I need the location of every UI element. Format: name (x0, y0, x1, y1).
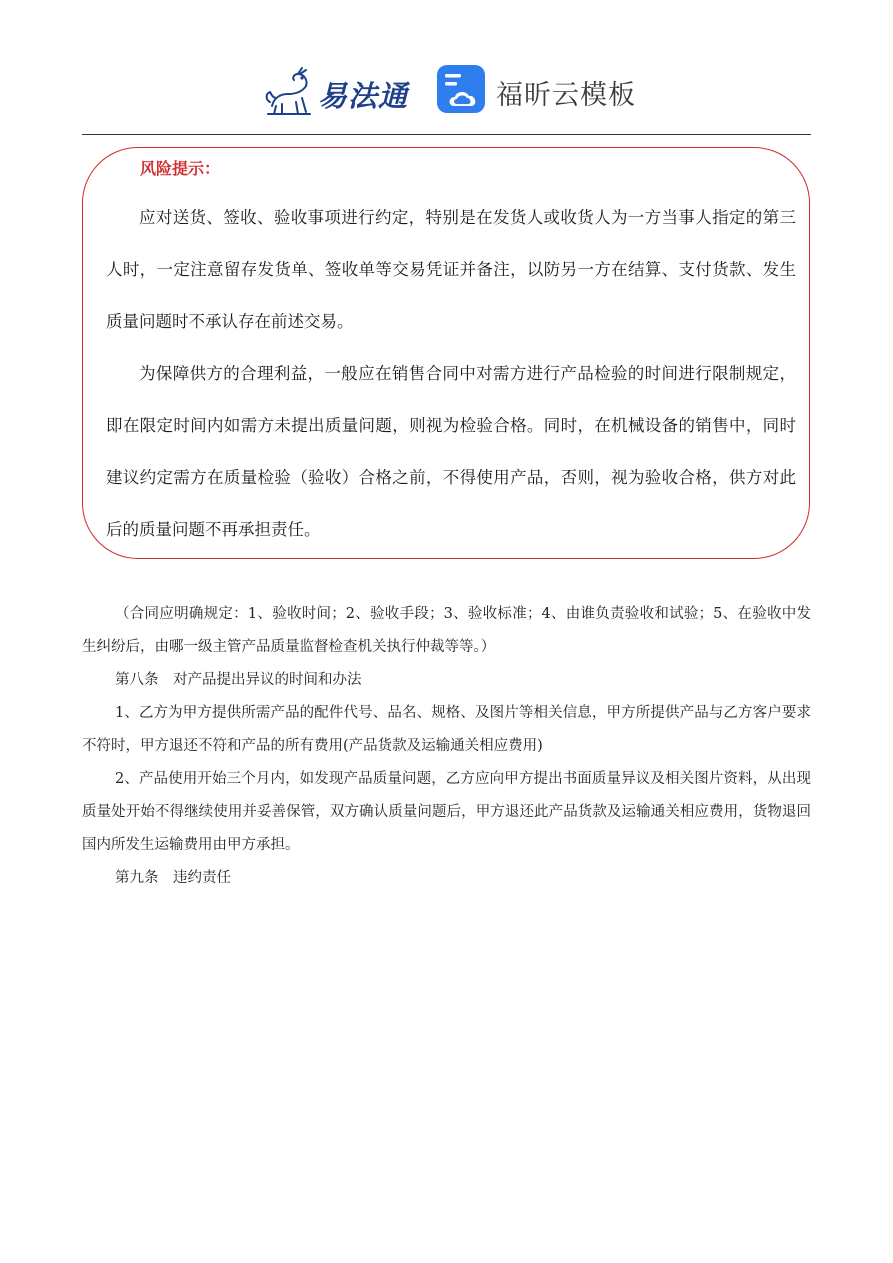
acceptance-note: （合同应明确规定：1、验收时间；2、验收手段；3、验收标准；4、由谁负责验收和试验；5、在验收中发生纠纷后，由哪一级主管产品质量监督检查机关执行仲裁等等。） (82, 606, 811, 655)
risk-paragraph-1: 应对送货、签收、验收事项进行约定，特别是在发货人或收货人为一方当事人指定的第三人时，一定注意留存发货单、签收单等交易凭证并备注，以防另一方在结算、支付货款、发生质量问题时不承认存在前述交易。 (106, 208, 796, 331)
yifatong-logo (262, 62, 412, 118)
qilin-icon (262, 62, 318, 118)
risk-title: 风险提示： (140, 159, 221, 178)
article-8-item-1: 1、乙方为甲方提供所需产品的配件代号、品名、规格、及图片等相关信息，甲方所提供产品与乙方客户要求不符时，甲方退还不符和产品的所有费用(产品货款及运输通关相应费用) (82, 705, 811, 754)
risk-paragraph-2: 为保障供方的合理利益，一般应在销售合同中对需方进行产品检验的时间进行限制规定，即在限定时间内如需方未提出质量问题，则视为检验合格。同时，在机械设备的销售中，同时建议约定需方在质量检验（验收）合格之前，不得使用产品，否则，视为验收合格，供方对此后的质量问题不再承担责任。 (106, 364, 796, 539)
article-8-heading: 第八条 对产品提出异议的时间和办法 (115, 672, 362, 688)
risk-warning-box (82, 147, 810, 559)
fuxin-logo-text: 福昕云模板 (496, 80, 636, 111)
cloud-template-icon (436, 64, 488, 116)
article-9-heading: 第九条 违约责任 (115, 870, 231, 886)
yifatong-logo-text: 易法通 (318, 79, 409, 113)
article-8-item-2: 2、产品使用开始三个月内，如发现产品质量问题，乙方应向甲方提出书面质量异议及相关图片资料，从出现质量处开始不得继续使用并妥善保管，双方确认质量问题后，甲方退还此产品货款及运输通关相应费用，货物退回国内所发生运输费用由甲方承担。 (82, 771, 811, 853)
header-divider (82, 134, 811, 135)
page-header (0, 50, 893, 130)
